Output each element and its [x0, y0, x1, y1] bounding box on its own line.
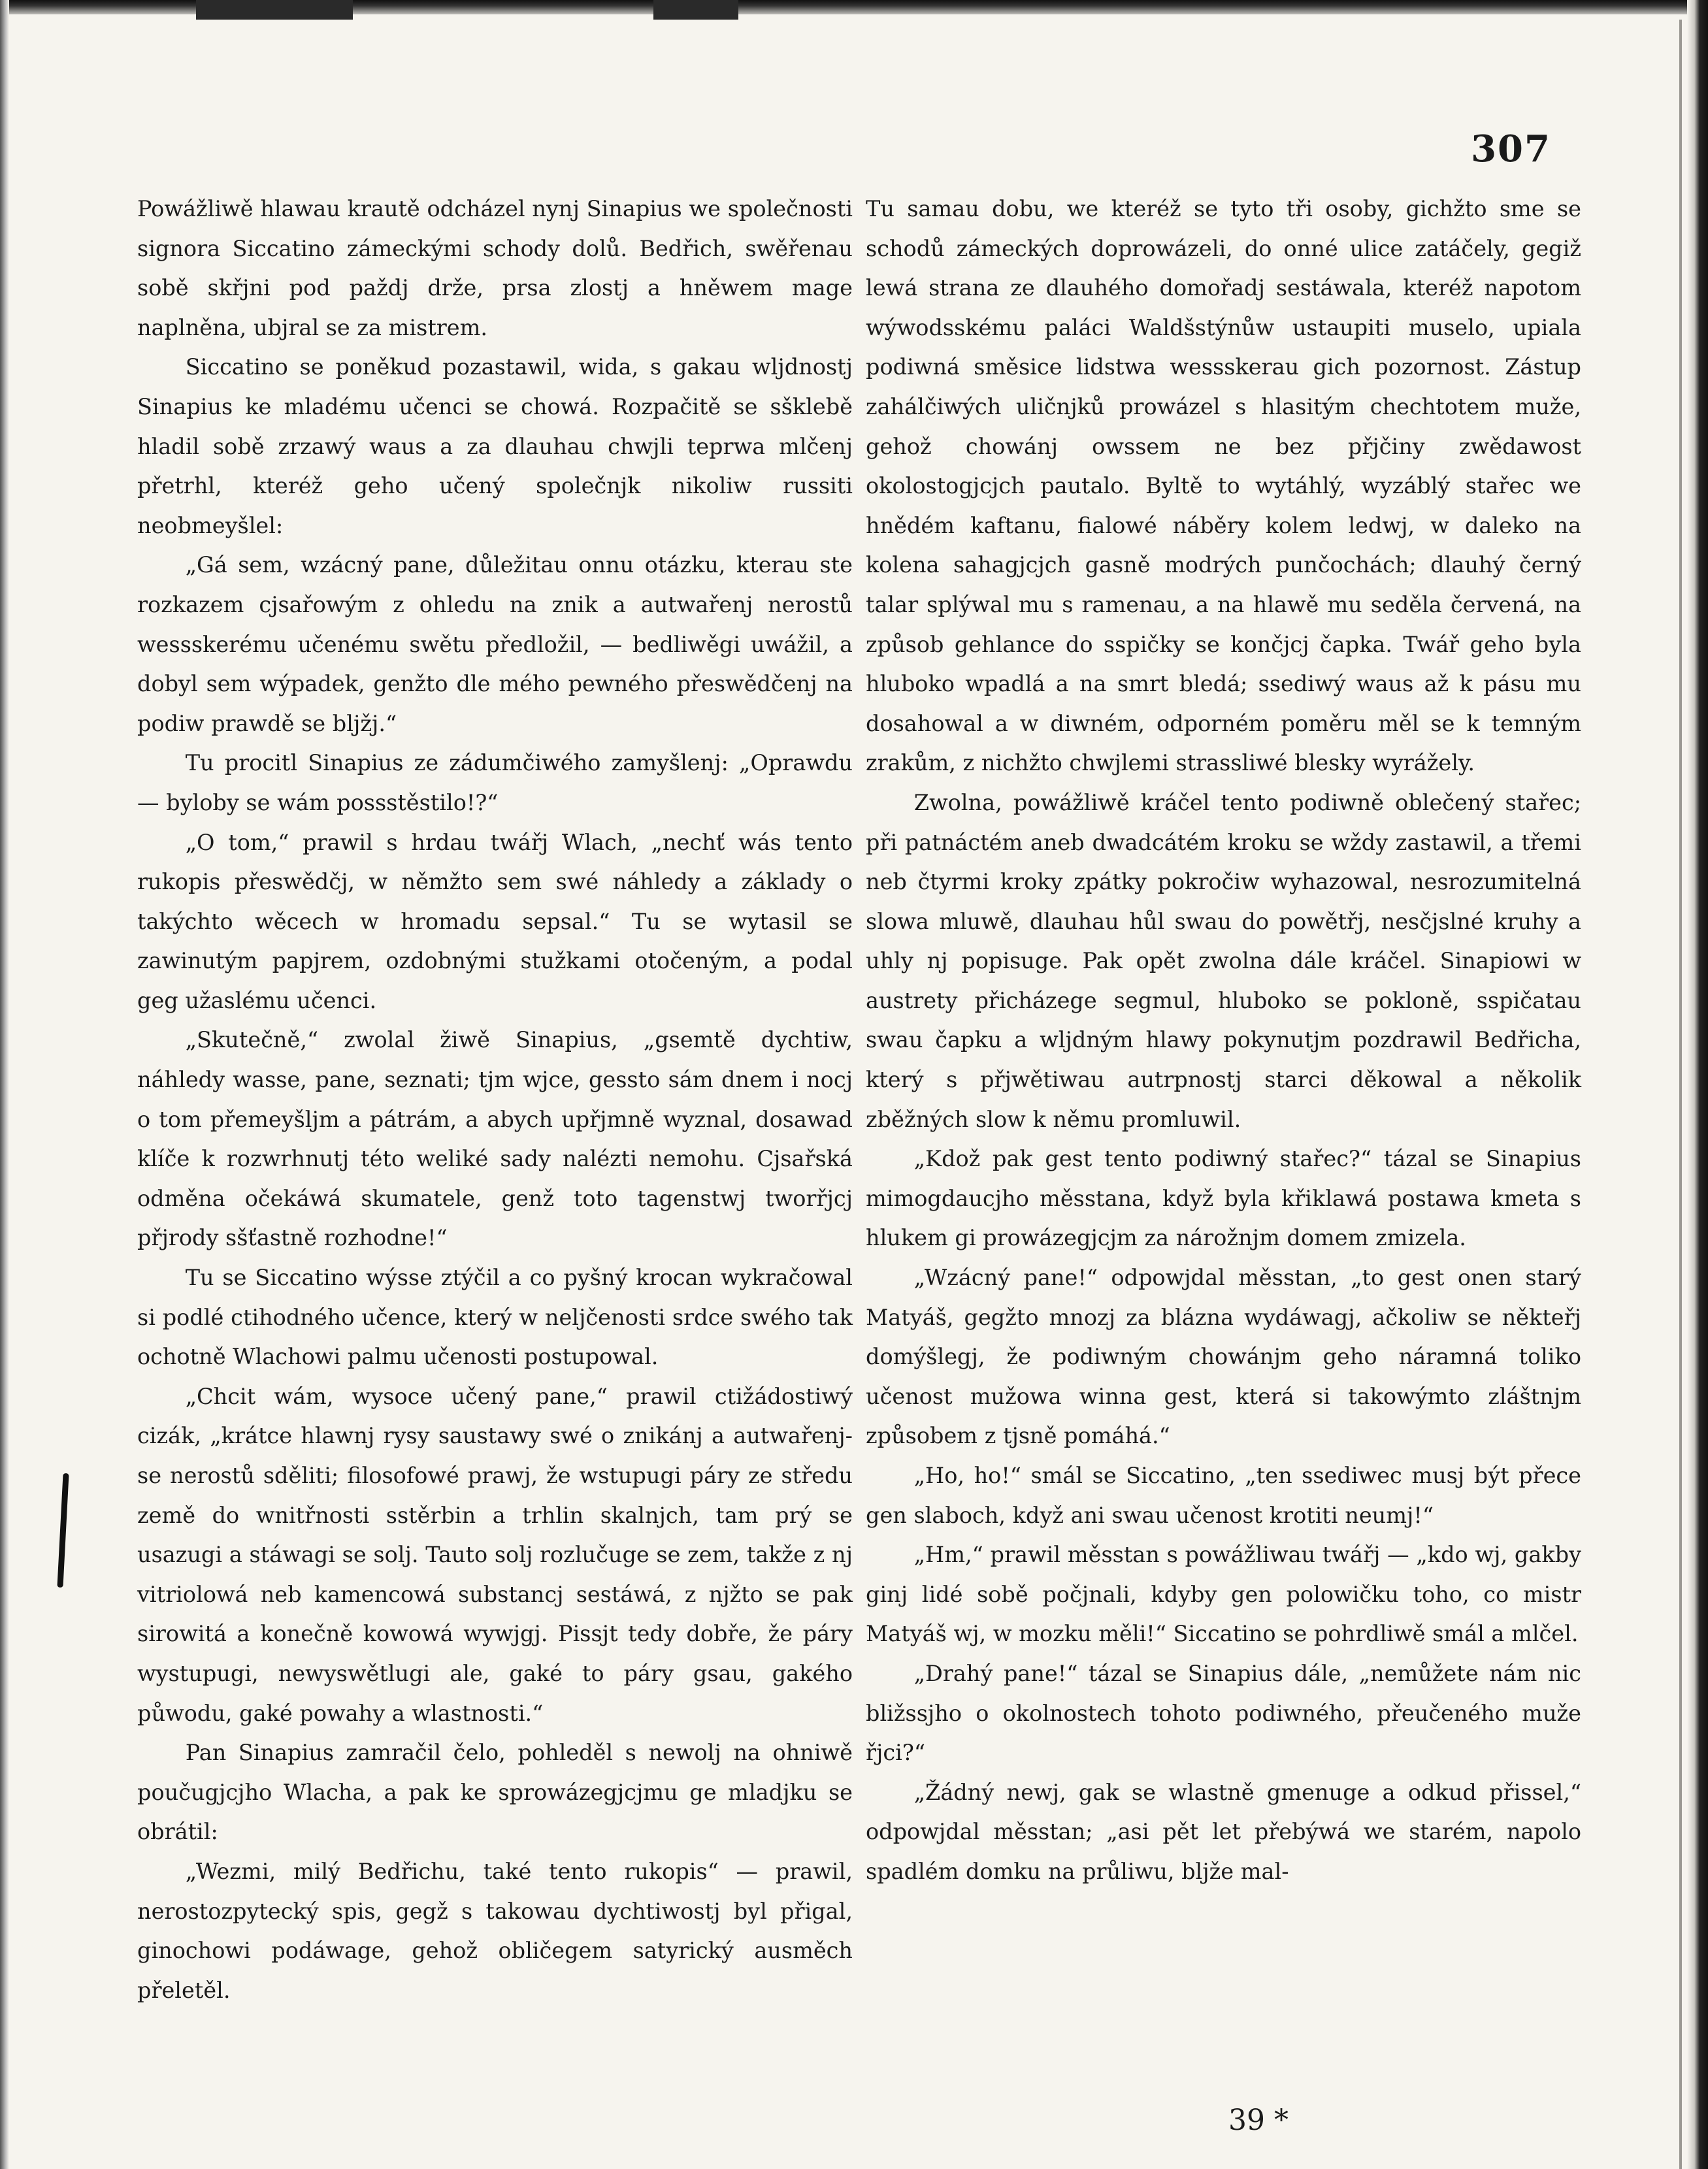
paragraph: „Wezmi, milý Bedřichu, také tento rukopis“ — prawil, nerostozpytecký spis, gegž s takowau dychtiwostj byl přigal, ginochowi podáwage, gehož obličegem satyrický ausměch přeletěl.: [137, 1858, 853, 2003]
paragraph: „Skutečně,“ zwolal žiwě Sinapius, „gsemtě dychtiw, náhledy wasse, pane, seznati; tjm wjce, gessto sám dnem i nocj o tom přemeyšljm a pátrám, a abych upřjmně wyznal, dosawad klíče k rozwrhnutj této weliké sady nalézti nemohu. Cjsařská odměna očekáwá skumatele, genž toto tagenstwj tworřjcj přjrody sšťastně rozhodne!“: [137, 1027, 853, 1251]
paragraph: Siccatino se poněkud pozastawil, wida, s gakau wljdnostj Sinapius ke mladému učenci se chowá. Rozpačitě se sšklebě hladil sobě zrzawý waus a za dlauhau chwjli teprwa mlčenj přetrhl, kteréž geho učený společnjk nikoliw russiti neobmeyšlel:: [137, 354, 853, 538]
scan-top-shadow-fragment: [653, 0, 738, 20]
scan-right-edge: [1687, 0, 1708, 2169]
paragraph: „Chcit wám, wysoce učený pane,“ prawil ctižádostiwý cizák, „krátce hlawnj rysy saustawy swé o znikánj a autwařenj-se nerostů sděliti; filosofowé prawj, že wstupugi páry ze středu země do wnitřnosti sstěrbin a trhlin skalnjch, tam prý se usazugi a stáwagi se solj. Tauto solj rozlučuge se zem, takže z nj vitriolowá neb kamencowá substancj sestáwá, z njžto se pak sirowitá a konečně kowowá wywjgj. Pissjt tedy dobře, že páry wystupugi, newyswětlugi ale, gaké to páry gsau, gakého půwodu, gaké powahy a wlastnosti.“: [137, 1383, 853, 1726]
scan-top-shadow-fragment: [196, 0, 353, 20]
right-text-column: [866, 189, 1581, 1892]
paragraph: Zwolna, powážliwě kráčel tento podiwně oblečený stařec; při patnáctém aneb dwadcátém kroku se wždy zastawil, a třemi neb čtyrmi kroky zpátky pokročiw wyhazowal, nesrozumitelná slowa mluwě, dlauhau hůl swau do powětřj, nesčjslné kruhy a uhly nj popisuge. Pak opět zwolna dále kráčel. Sinapiowi w austrety přicházege segmul, hluboko se pokloně, sspičatau swau čapku a wljdným hlawy pokynutjm pozdrawil Bedřicha, který s přjwětiwau autrpnostj starci děkowal a několik zběžných slow k němu promluwil.: [866, 789, 1581, 1132]
paragraph: „Gá sem, wzácný pane, důležitau onnu otázku, kterau ste rozkazem cjsařowým z ohledu na znik a autwařenj nerostů wessskerému učenému swětu předložil, — bedliwěgi uwážil, a dobyl sem wýpadek, genžto dle mého pewného přeswědčenj na podiw prawdě se bljžj.“: [137, 552, 853, 736]
scan-left-edge: [0, 0, 9, 2169]
paragraph: Tu se Siccatino wýsse ztýčil a co pyšný krocan wykračowal si podlé ctihodného učence, který w neljčenosti srdce swého tak ochotně Wlachowi palmu učenosti postupowal.: [137, 1265, 853, 1370]
printer-signature-mark: 39 *: [1228, 2104, 1289, 2137]
page-edge-line: [1679, 20, 1682, 2169]
paragraph: Pan Sinapius zamračil čelo, pohleděl s newolj na ohniwě poučugjcjho Wlacha, a pak ke sprowázegjcjmu ge mladjku se obrátil:: [137, 1740, 853, 1845]
paragraph: „Hm,“ prawil měsstan s powážliwau twářj — „kdo wj, gakby ginj lidé sobě počjnali, kdyby gen polowičku toho, co mistr Matyáš wj, w mozku měli!“ Siccatino se pohrdliwě smál a mlčel.: [866, 1542, 1581, 1647]
paragraph: Tu samau dobu, we kteréž se tyto tři osoby, gichžto sme se schodů zámeckých doprowázeli, do onné ulice zatáčely, gegiž lewá strana ze dlauhého domořadj sestáwala, kteréž napotom wýwodsskému paláci Waldšstýnůw ustaupiti muselo, upiala podiwná směsice lidstwa wessskerau gich pozornost. Zástup zahálčiwých uličnjků prowázel s hlasitým chechtotem muže, gehož chowánj owssem ne bez přjčiny zwědawost okolostogjcjch pautalo. Byltě to wytáhlý, wyzáblý stařec we hnědém kaftanu, fialowé náběry kolem ledwj, w dalekо na kolena sahagjcjch gasně modrých punčochách; dlauhý černý talar splýwal mu s ramenau, a na hlawě mu seděla červená, na způsob gehlance do sspičky se končjcj čapka. Twář geho byla hluboko wpadlá a na smrt bledá; ssediwý waus až k pásu mu dosahowal a w diwném, odporném poměru měl se k temným zrakům, z nichžto chwjlemi strassliwé blesky wyrážely.: [866, 196, 1581, 776]
paragraph: „Drahý pane!“ tázal se Sinapius dále, „nemůžete nám nic bližssjho o okolnostech tohoto podiwného, přeučeného muže řjci?“: [866, 1660, 1581, 1766]
paragraph: „Ho, ho!“ smál se Siccatino, „ten ssediwec musj být přece gen slaboch, když ani swau učenost krotiti neumj!“: [866, 1463, 1581, 1528]
left-text-column: [137, 189, 853, 2010]
paragraph: Tu procitl Sinapius ze zádumčiwého zamyšlenj: „Oprawdu — byloby se wám possstěstilo!?“: [137, 750, 853, 815]
margin-pencil-mark: [57, 1473, 69, 1588]
paragraph: „Kdož pak gest tento podiwný stařec?“ tázal se Sinapius mimogdaucjho měsstana, když byla křiklawá postawa kmeta s hlukem gi prowázegjcjm za nárožnjm domem zmizela.: [866, 1146, 1581, 1251]
paragraph: „Žádný newj, gak se wlastně gmenuge a odkud přissel,“ odpowjdal měsstan; „asi pět let přebýwá we starém, napolo spadlém domku na průliwu, bljže mal-: [866, 1779, 1581, 1884]
page-number: 307: [1471, 127, 1551, 171]
paragraph: Powážliwě hlawau krautě odcházel nynj Sinapius we společnosti signora Siccatino zámeckými schody dolů. Bedřich, swěřenau sobě skřjni pod paždj drže, prsa zlostj a hněwem mage naplněna, ubjral se za mistrem.: [137, 196, 853, 340]
paragraph: „O tom,“ prawil s hrdau twářj Wlach, „nechť wás tento rukopis přeswědčj, w němžto sem swé náhledy a základy o takýchto wěcech w hromadu sepsal.“ Tu se wytasil se zawinutým papjrem, ozdobnými stužkami otočeným, a podal geg užaslému učenci.: [137, 829, 853, 1013]
paragraph: „Wzácný pane!“ odpowjdal měsstan, „to gest onen starý Matyáš, gegžto mnozj za blázna wydáwagj, ačkoliw se někteřj domýšlegj, že podiwným chowánjm geho náramná toliko učenost mužowa winna gest, která si takowýmto zláštnjm způsobem z tjsně pomáhá.“: [866, 1265, 1581, 1449]
